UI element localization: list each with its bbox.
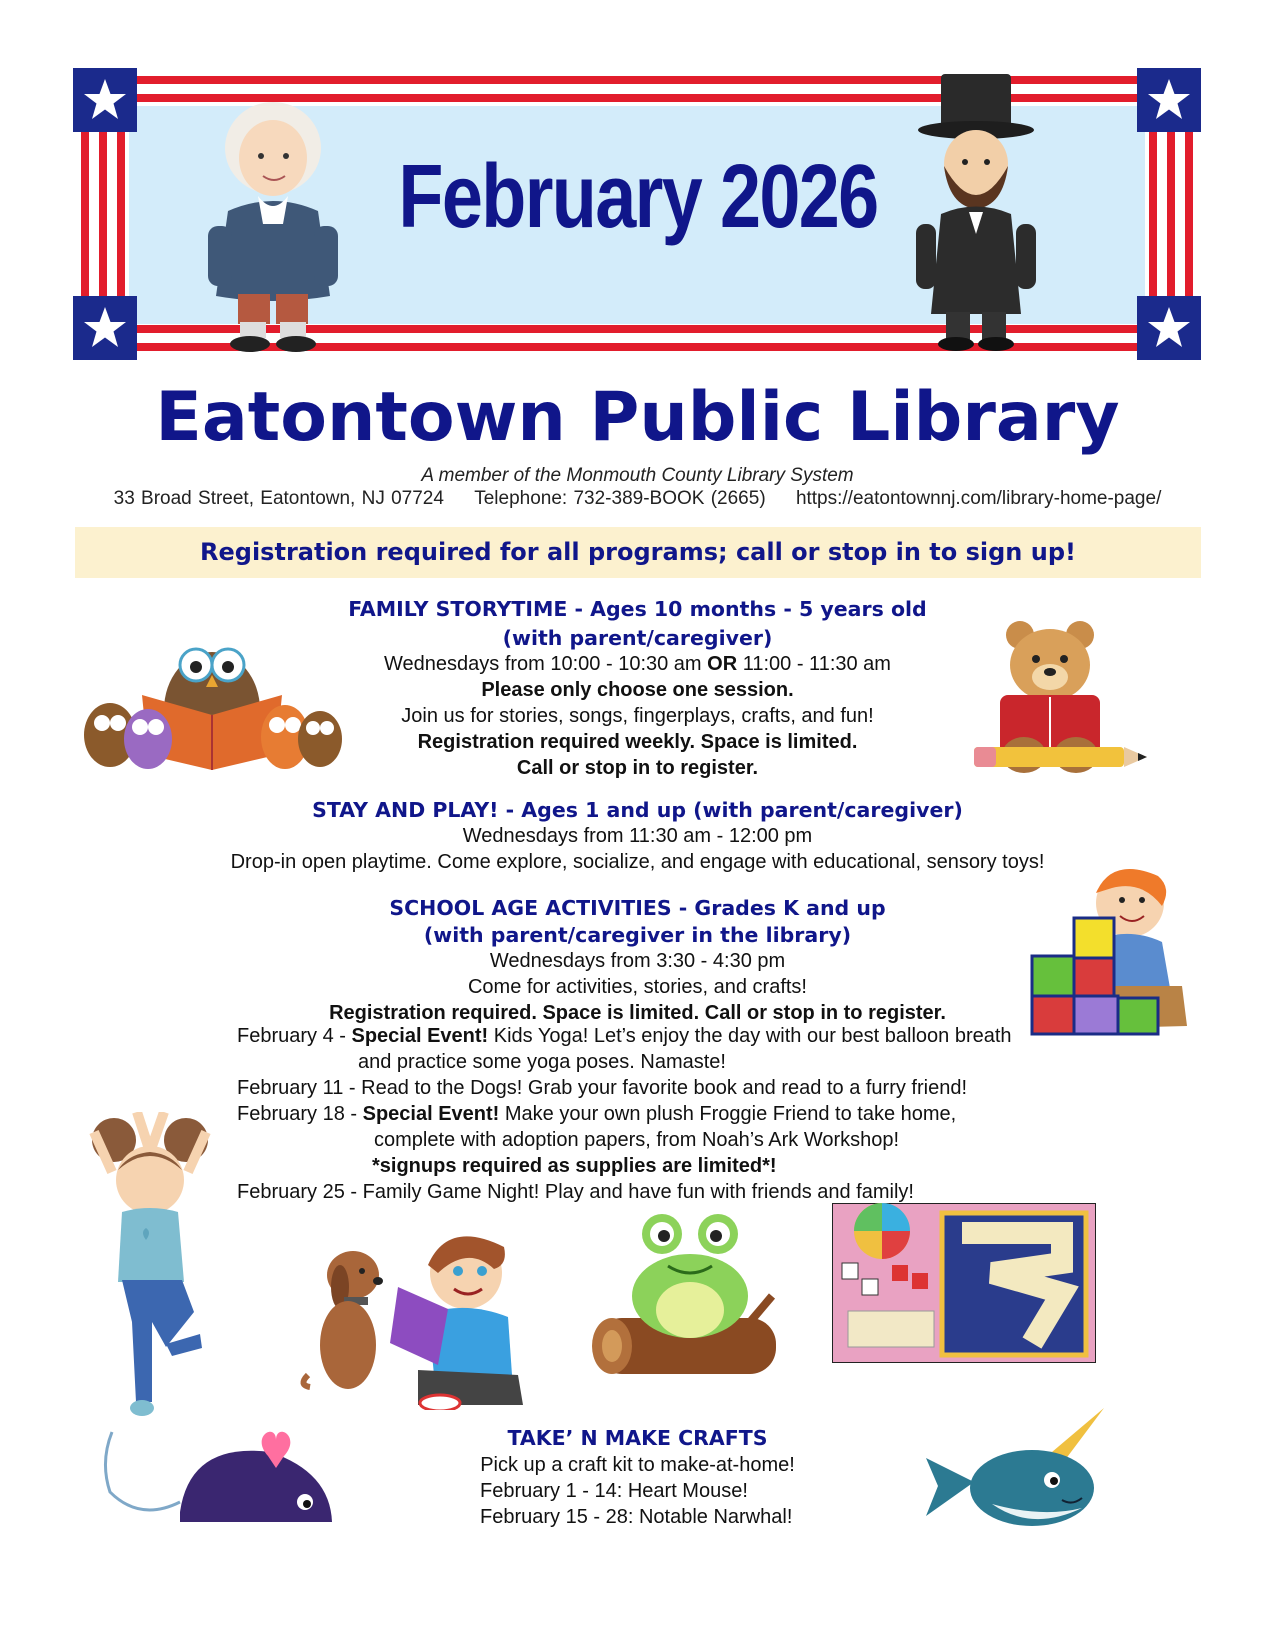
event-feb-18 [237, 1101, 956, 1127]
crafts-description: Pick up a craft kit to make-at-home! [480, 1454, 795, 1476]
narwhal-illustration [922, 1408, 1112, 1533]
school-age-registration-note: Registration required. Space is limited. Call or stop in to register. [329, 1002, 946, 1024]
website-link[interactable]: https://eatontownnj.com/library-home-page/ [795, 488, 1162, 509]
registration-notice: Registration required for all programs; call or stop in to sign up! [75, 527, 1201, 578]
crafts-heading: TAKE’ N MAKE CRAFTS [507, 1426, 768, 1450]
star-icon [1137, 296, 1201, 360]
star-icon [73, 296, 137, 360]
owls-reading-illustration [80, 615, 345, 775]
banner [73, 68, 1201, 360]
craft-item-2: February 15 - 28: Notable Narwhal! [480, 1506, 793, 1528]
school-age-subheading: (with parent/caregiver in the library) [423, 923, 852, 947]
bear-reading-illustration [972, 615, 1147, 785]
member-line: A member of the Monmouth County Library System [421, 465, 854, 486]
star-icon [73, 68, 137, 132]
event-feb-4 [237, 1023, 1012, 1049]
stay-and-play-description: Drop-in open playtime. Come explore, socialize, and engage with educational, sensory toys! [230, 851, 1045, 873]
event-feb-11: February 11 - Read to the Dogs! Grab your favorite book and read to a furry friend! [237, 1077, 968, 1099]
special-event-label: Special Event! [362, 1103, 500, 1125]
time-b: 11:00 - 11:30 am [737, 653, 891, 675]
stay-and-play-heading: STAY AND PLAY! - Ages 1 and up (with parent/caregiver) [312, 798, 963, 822]
george-washington-illustration [198, 96, 348, 354]
address: 33 Broad Street, Eatontown, NJ 07724 [113, 488, 444, 509]
family-storytime-call-note: Call or stop in to register. [516, 757, 759, 779]
school-age-section [0, 895, 1275, 1026]
time-or: OR [707, 653, 738, 675]
event-text: Make your own plush Froggie Friend to take home, [499, 1103, 957, 1125]
event-feb-4-continued: and practice some yoga poses. Namaste! [358, 1051, 726, 1073]
board-game-illustration [832, 1203, 1096, 1363]
family-storytime-description: Join us for stories, songs, fingerplays, crafts, and fun! [401, 705, 874, 727]
frog-on-log-illustration [590, 1200, 790, 1382]
event-feb-18-continued: complete with adoption papers, from Noah’s Ark Workshop! [374, 1129, 900, 1151]
star-icon [1137, 68, 1201, 132]
contact-line [0, 488, 1275, 510]
school-age-time: Wednesdays from 3:30 - 4:30 pm [489, 950, 786, 972]
school-age-heading: SCHOOL AGE ACTIVITIES - Grades K and up [389, 896, 886, 920]
event-text: Kids Yoga! Let’s enjoy the day with our best balloon breath [488, 1025, 1012, 1047]
craft-item-1: February 1 - 14: Heart Mouse! [480, 1480, 748, 1502]
event-feb-25: February 25 - Family Game Night! Play and have fun with friends and family! [237, 1181, 914, 1203]
boy-reading-to-dog-illustration [298, 1225, 543, 1410]
time-a: Wednesdays from 10:00 - 10:30 am [384, 653, 708, 675]
banner-title: February 2026 [398, 147, 878, 247]
telephone: Telephone: 732-389-BOOK (2665) [474, 488, 766, 509]
girl-yoga-illustration [82, 1112, 222, 1432]
library-name: Eatontown Public Library [155, 378, 1120, 457]
special-event-label: Special Event! [351, 1025, 489, 1047]
school-age-description: Come for activities, stories, and crafts! [467, 976, 807, 998]
family-storytime-heading: FAMILY STORYTIME - Ages 10 months - 5 years old [348, 597, 927, 621]
stay-and-play-time: Wednesdays from 11:30 am - 12:00 pm [462, 825, 813, 847]
event-date: February 18 - [237, 1103, 363, 1125]
family-storytime-weekly-note: Registration required weekly. Space is limited. [417, 731, 858, 753]
abraham-lincoln-illustration [911, 74, 1041, 354]
family-storytime-session-note: Please only choose one session. [481, 679, 794, 701]
family-storytime-subheading: (with parent/caregiver) [502, 626, 773, 650]
event-date: February 4 - [237, 1025, 352, 1047]
event-feb-18-note: *signups required as supplies are limited*! [372, 1155, 777, 1177]
heart-mouse-illustration [100, 1422, 332, 1532]
